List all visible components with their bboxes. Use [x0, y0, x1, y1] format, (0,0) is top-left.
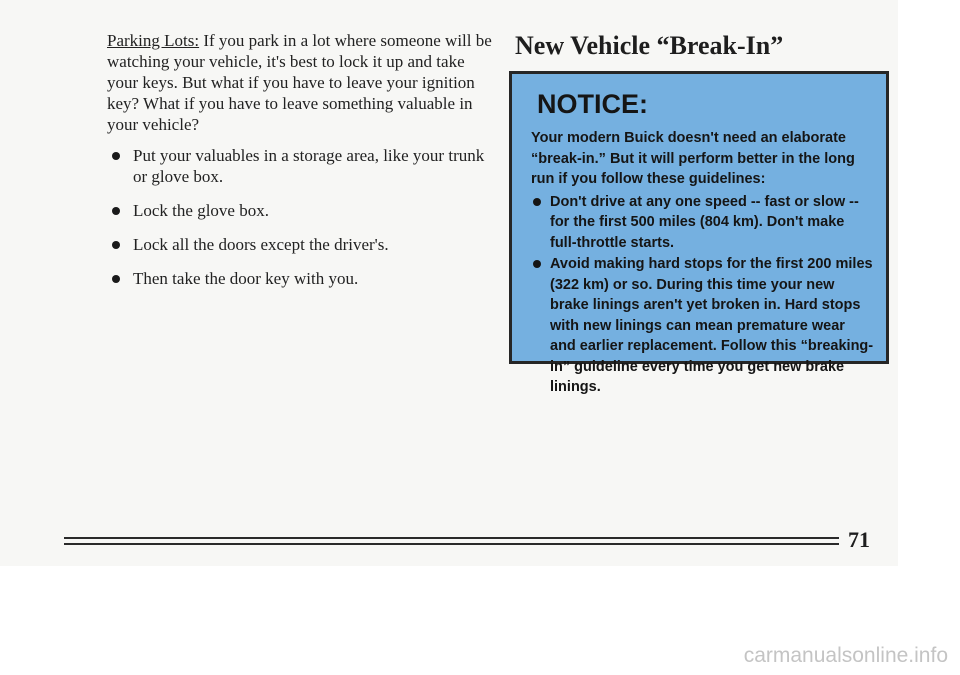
bullet-icon [112, 275, 120, 283]
list-item [107, 268, 492, 289]
footer-rule [64, 537, 839, 539]
list-item-text: Avoid making hard stops for the first 200 miles (322 km) or so. During this time your new brake linings aren't yet broken in. Hard stops with new linings can mean premature wear and earlier replacement. Follow this “breaking-in” guideline every time you get new brake linings. [550, 256, 874, 395]
list-item [531, 254, 874, 398]
parking-lots-body: If you park in a lot where someone will be watching your vehicle, it's best to lock it up and take your keys. But what if you have to leave your ignition key? What if you have to leave something valuable in your vehicle? [107, 31, 492, 134]
list-item-text: Then take the door key with you. [133, 269, 359, 288]
list-item-text: Lock all the doors except the driver's. [133, 235, 389, 254]
page-number: 71 [848, 527, 870, 552]
bullet-icon [533, 260, 541, 268]
bullet-icon [112, 207, 120, 215]
section-title: New Vehicle “Break-In” [515, 31, 784, 60]
list-item [107, 234, 492, 255]
parking-lots-paragraph [107, 30, 492, 135]
list-item [107, 145, 492, 187]
list-item-text: Don't drive at any one speed -- fast or slow -- for the first 500 miles (804 km). Don't make full-throttle starts. [550, 193, 859, 251]
notice-intro: Your modern Buick doesn't need an elaborate “break-in.” But it will perform better in the long run if you follow these guidelines: [531, 130, 855, 187]
bullet-icon [112, 241, 120, 249]
footer-rule [64, 543, 839, 545]
parking-lots-lead: Parking Lots: [107, 31, 200, 50]
valuables-list [107, 145, 492, 289]
site-watermark: carmanualsonline.info [743, 644, 948, 667]
notice-heading: NOTICE: [537, 89, 648, 119]
list-item [107, 200, 492, 221]
notice-box [509, 71, 889, 395]
left-column [107, 30, 492, 302]
notice-list [531, 192, 874, 398]
bullet-icon [533, 198, 541, 206]
list-item-text: Lock the glove box. [133, 201, 269, 220]
list-item-text: Put your valuables in a storage area, like your trunk or glove box. [133, 146, 485, 186]
bullet-icon [112, 152, 120, 160]
list-item [531, 192, 874, 254]
